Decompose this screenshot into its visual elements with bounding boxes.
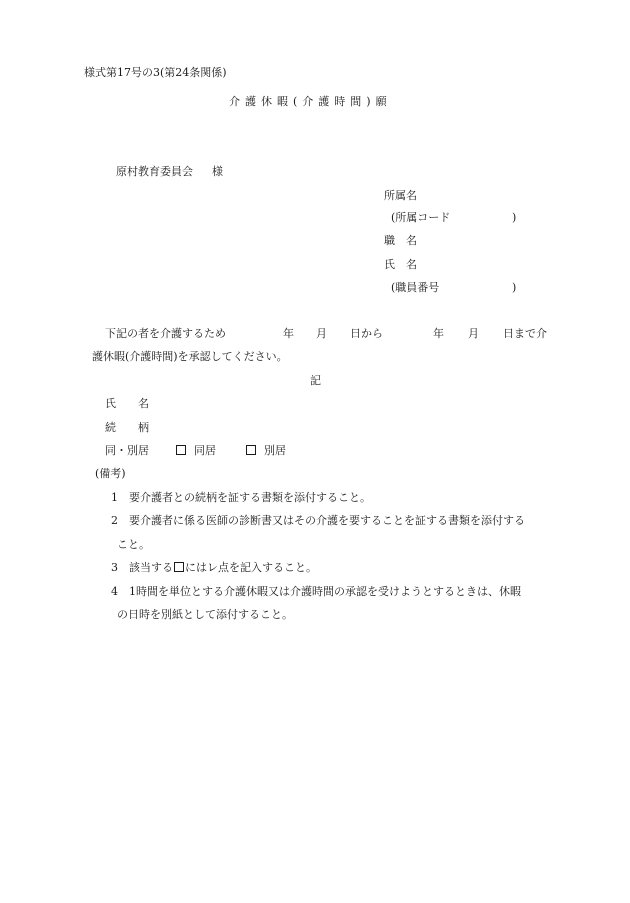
remark-3-after: にはレ点を記入すること。 — [185, 561, 317, 574]
request-intro: 下記の者を介護するため — [105, 327, 226, 340]
addressee-honorific: 様 — [212, 165, 223, 178]
addressee-name: 原村教育委員会 — [116, 165, 193, 178]
remark-2-number: 2 — [111, 514, 118, 527]
request-year2: 年 — [433, 327, 444, 340]
remark-2-text-line1: 要介護者に係る医師の診断書又はその介護を要することを証する書類を添付する — [129, 514, 525, 527]
checkbox-separate[interactable] — [246, 445, 256, 455]
affiliation-code-open: (所属コード — [391, 211, 451, 224]
addressee — [116, 165, 223, 179]
record-heading: 記 — [310, 374, 321, 387]
page-title: 介護休暇(介護時間)願 — [229, 95, 392, 108]
option-separate — [246, 444, 286, 458]
remark-3-number: 3 — [111, 561, 118, 574]
checkbox-together[interactable] — [176, 445, 186, 455]
request-month2: 月 — [468, 327, 479, 340]
remark-4-text-line1: 1時間を単位とする介護休暇又は介護時間の承認を受けようとするときは、休暇 — [129, 585, 521, 598]
option-separate-label: 別居 — [264, 444, 286, 457]
affiliation-label: 所属名 — [384, 189, 417, 202]
record-relation-label: 続 柄 — [105, 421, 149, 434]
option-together-label: 同居 — [194, 444, 216, 457]
record-name-label: 氏 名 — [105, 397, 149, 410]
remark-4-text-line2: の日時を別紙として添付すること。 — [117, 608, 293, 621]
form-number: 様式第17号の3(第24条関係) — [84, 66, 227, 79]
checkbox-symbol — [174, 562, 184, 572]
request-until: 日まで介 — [503, 327, 547, 340]
remark-2-text-line2: こと。 — [117, 538, 150, 551]
request-line2: 護休暇(介護時間)を承認してください。 — [92, 350, 288, 363]
remarks-heading: (備考) — [95, 467, 126, 480]
record-living-label: 同・別居 — [105, 444, 149, 457]
position-label: 職 名 — [384, 234, 417, 247]
affiliation-code-close: ) — [512, 211, 517, 224]
remark-1-number: 1 — [111, 491, 118, 504]
staff-number-close: ) — [512, 281, 517, 294]
remark-3-before: 該当する — [129, 561, 173, 574]
remark-3-text — [129, 561, 317, 575]
request-year1: 年 — [283, 327, 294, 340]
remark-1-text: 要介護者との続柄を証する書類を添付すること。 — [129, 491, 371, 504]
request-month1: 月 — [316, 327, 327, 340]
remark-4-number: 4 — [111, 585, 118, 598]
staff-number-open: (職員番号 — [391, 281, 440, 294]
request-from: 日から — [350, 327, 383, 340]
option-together — [176, 444, 216, 458]
applicant-name-label: 氏 名 — [384, 258, 417, 271]
